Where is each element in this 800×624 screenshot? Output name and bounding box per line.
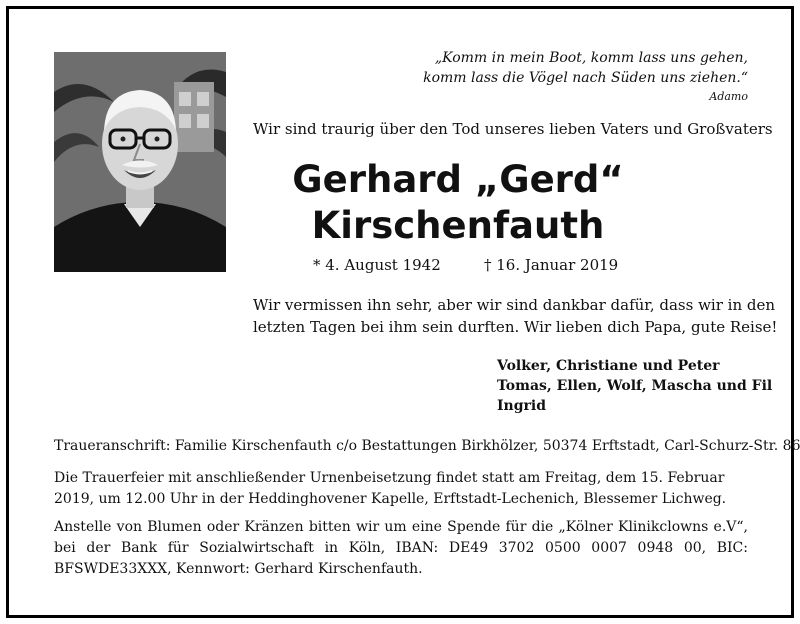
quote-line-1: „Komm in mein Boot, komm lass uns gehen, <box>434 50 748 66</box>
deceased-name-line-1: Gerhard „Gerd“ <box>292 158 624 201</box>
ceremony-info: Die Trauerfeier mit anschließender Urnenbeisetzung findet statt am Freitag, dem 15. Februar 2019, um 12.00 Uhr in der Heddinghovener Kapelle, Erftstadt-Lechenich, Blessemer Lichweg. <box>54 470 727 507</box>
farewell-line-1: Wir vermissen ihn sehr, aber wir sind dankbar dafür, dass wir in den <box>253 296 776 314</box>
quote-line-2: komm lass die Vögel nach Süden uns ziehen.“ <box>423 70 748 86</box>
intro-text: Wir sind traurig über den Tod unseres lieben Vaters und Großvaters <box>253 120 773 138</box>
signer-line: Tomas, Ellen, Wolf, Mascha und Fil <box>497 378 773 394</box>
farewell-message <box>253 294 778 338</box>
donation-info: Anstelle von Blumen oder Kränzen bitten wir um eine Spende für die „Kölner Klinikclowns e.V“, bei der Bank für Sozialwirtschaft in Köln, IBAN: DE49 3702 0500 0007 0948 00, BIC: BFSWDE33XXX, Kennwort: Gerhard Kirschenfauth. <box>54 519 748 577</box>
farewell-line-2: letzten Tagen bei ihm sein durften. Wir lieben dich Papa, gute Reise! <box>253 318 778 336</box>
signers-list <box>497 356 772 416</box>
quote-block <box>368 48 748 106</box>
deceased-name-line-2: Kirschenfauth <box>311 204 605 247</box>
quote-author: Adamo <box>709 90 748 103</box>
signer-line: Ingrid <box>497 398 546 414</box>
signer-line: Volker, Christiane und Peter <box>497 358 720 374</box>
death-date: † 16. Januar 2019 <box>484 256 619 274</box>
mourning-address: Traueranschrift: Familie Kirschenfauth c/o Bestattungen Birkhölzer, 50374 Erftstadt, Carl-Schurz-Str. 86 <box>54 438 800 454</box>
birth-date: * 4. August 1942 <box>313 256 441 274</box>
portrait-photo <box>54 52 226 272</box>
